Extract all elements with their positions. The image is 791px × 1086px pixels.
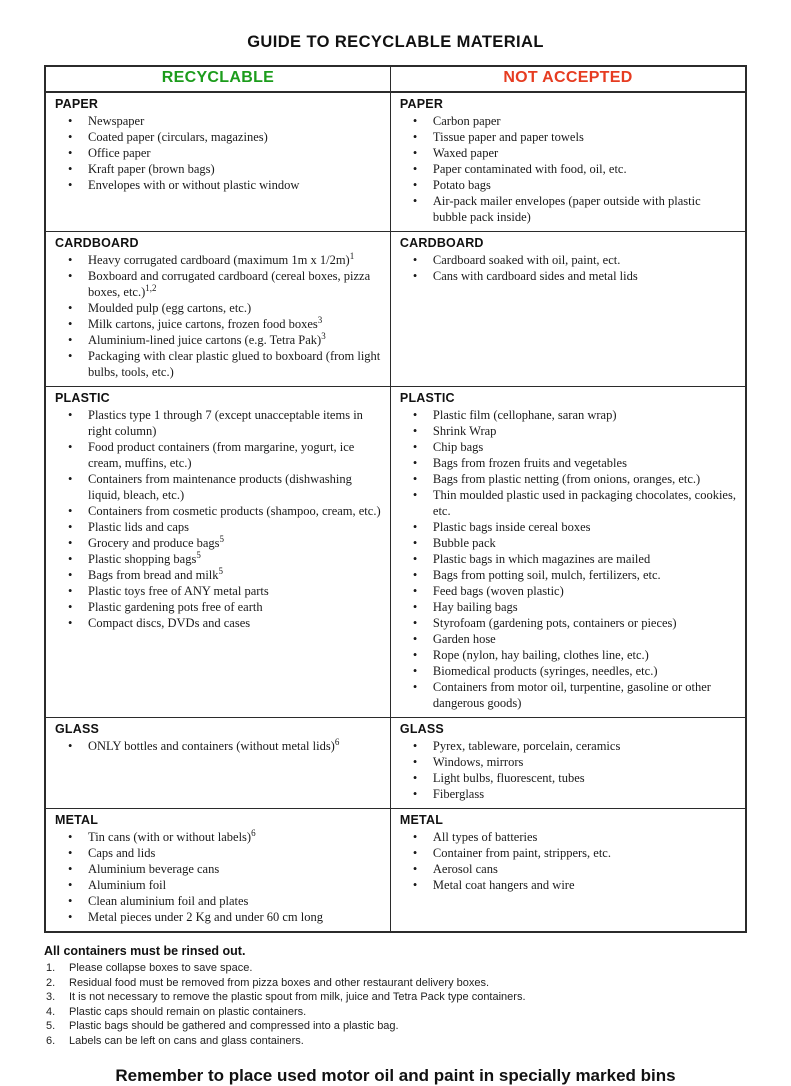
- list-item: • Plastic lids and caps: [55, 519, 382, 535]
- list-item: • Aluminium-lined juice cartons (e.g. Tetra Pak)$^3$: [55, 332, 382, 348]
- list-item: • Containers from maintenance products (dishwashing liquid, bleach, etc.): [55, 471, 382, 503]
- column-header-not-accepted: NOT ACCEPTED: [390, 67, 745, 91]
- list-item: • Moulded pulp (egg cartons, etc.): [55, 300, 382, 316]
- list-item: • Office paper: [55, 145, 382, 161]
- category-label: PAPER: [55, 97, 99, 111]
- list-item: • Plastic bags inside cereal boxes: [400, 519, 737, 535]
- list-item: • Plastic film (cellophane, saran wrap): [400, 407, 737, 423]
- list-item: • Hay bailing bags: [400, 599, 737, 615]
- list-item: • Plastic bags in which magazines are mailed: [400, 551, 737, 567]
- item-list: [400, 113, 737, 225]
- cell-cardboard-recyclable: [46, 232, 390, 386]
- list-item: Plastic bags should be gathered and compressed into a plastic bag.: [69, 1020, 399, 1033]
- list-item: • Packaging with clear plastic glued to boxboard (from light bulbs, tools, etc.): [55, 348, 382, 380]
- category-label: CARDBOARD: [55, 236, 139, 250]
- list-item: Labels can be left on cans and glass containers.: [69, 1034, 304, 1047]
- list-item: • Coated paper (circulars, magazines): [55, 129, 382, 145]
- list-item: • Carbon paper: [400, 113, 737, 129]
- list-item: • Bags from frozen fruits and vegetables: [400, 455, 737, 471]
- list-item: • Aluminium beverage cans: [55, 861, 382, 877]
- list-item: • Styrofoam (gardening pots, containers or pieces): [400, 615, 737, 631]
- item-list: [400, 738, 737, 802]
- cell-cardboard-not-accepted: [390, 232, 745, 386]
- item-list: [55, 113, 382, 193]
- page-title: GUIDE TO RECYCLABLE MATERIAL: [247, 33, 544, 51]
- table-row-glass: [46, 718, 745, 809]
- list-item: Residual food must be removed from pizza boxes and other restaurant delivery boxes.: [69, 976, 490, 989]
- item-list: [55, 829, 382, 925]
- table-header-row: [46, 67, 745, 93]
- list-item: • Cans with cardboard sides and metal lids: [400, 268, 737, 284]
- list-item: • Grocery and produce bags$^5$: [55, 535, 382, 551]
- list-item: • Thin moulded plastic used in packaging chocolates, cookies, etc.: [400, 487, 737, 519]
- category-label: METAL: [399, 813, 444, 827]
- footer-reminder: Remember to place used motor oil and paint in specially marked bins: [115, 1065, 676, 1085]
- list-item: • Garden hose: [400, 631, 737, 647]
- list-item: • Plastic shopping bags$^5$: [55, 551, 382, 567]
- list-item: • Light bulbs, fluorescent, tubes: [400, 770, 737, 786]
- item-list: [400, 829, 737, 893]
- footnote-reference: 6: [334, 736, 340, 747]
- cell-plastic-recyclable: [46, 387, 390, 717]
- list-item: • Food product containers (from margarine, yogurt, ice cream, muffins, etc.): [55, 439, 382, 471]
- list-item: • Waxed paper: [400, 145, 737, 161]
- item-list: [55, 252, 382, 380]
- footnote-reference: 3: [317, 314, 323, 325]
- list-item: Plastic caps should remain on plastic containers.: [69, 1005, 307, 1018]
- list-item: • Container from paint, strippers, etc.: [400, 845, 737, 861]
- footnote-reference: 1: [349, 250, 355, 261]
- list-item: • Heavy corrugated cardboard (maximum 1m x 1/2m)$^1$: [55, 252, 382, 268]
- list-item: • Biomedical products (syringes, needles, etc.): [400, 663, 737, 679]
- list-item: • Aluminium foil: [55, 877, 382, 893]
- list-item: • Plastic toys free of ANY metal parts: [55, 583, 382, 599]
- list-item: • Aerosol cans: [400, 861, 737, 877]
- item-list: [400, 407, 737, 711]
- list-item: • Paper contaminated with food, oil, etc.: [400, 161, 737, 177]
- category-label: PLASTIC: [399, 391, 455, 405]
- item-list: [55, 407, 382, 631]
- recycling-table: [44, 65, 747, 933]
- list-item: • Boxboard and corrugated cardboard (cereal boxes, pizza boxes, etc.)$^{1,2}$: [55, 268, 382, 300]
- list-item: • Cardboard soaked with oil, paint, ect.: [400, 252, 737, 268]
- list-item: • Metal coat hangers and wire: [400, 877, 737, 893]
- list-item: • Fiberglass: [400, 786, 737, 802]
- list-item: • Bubble pack: [400, 535, 737, 551]
- table-row-paper: [46, 93, 745, 232]
- list-item: • Rope (nylon, hay bailing, clothes line, etc.): [400, 647, 737, 663]
- footnote-reference: 3: [321, 330, 326, 341]
- footnote-reference: 5: [219, 533, 225, 544]
- list-item: • Shrink Wrap: [400, 423, 737, 439]
- category-label: GLASS: [399, 722, 444, 736]
- table-row-plastic: [46, 387, 745, 718]
- list-item: It is not necessary to remove the plastic spout from milk, juice and Tetra Pack type containers.: [69, 991, 526, 1004]
- list-item: • Envelopes with or without plastic window: [55, 177, 382, 193]
- table-row-metal: [46, 809, 745, 931]
- list-item: • All types of batteries: [400, 829, 737, 845]
- list-item: • Newspaper: [55, 113, 382, 129]
- cell-metal-recyclable: [46, 809, 390, 931]
- item-list: [55, 738, 382, 754]
- footnotes-list: [44, 961, 747, 1049]
- footnote-reference: 5: [196, 549, 201, 560]
- list-item: Please collapse boxes to save space.: [69, 962, 253, 974]
- list-item: • Potato bags: [400, 177, 737, 193]
- category-label: PLASTIC: [55, 391, 110, 405]
- list-item: • Chip bags: [400, 439, 737, 455]
- list-item: • Clean aluminium foil and plates: [55, 893, 382, 909]
- list-item: • Caps and lids: [55, 845, 382, 861]
- list-item: • Compact discs, DVDs and cases: [55, 615, 382, 631]
- list-item: • Plastics type 1 through 7 (except unacceptable items in right column): [55, 407, 382, 439]
- footnote-reference: 5: [218, 565, 224, 576]
- list-item: • Bags from potting soil, mulch, fertilizers, etc.: [400, 567, 737, 583]
- list-item: • Bags from bread and milk$^5$: [55, 567, 382, 583]
- category-label: GLASS: [55, 722, 100, 736]
- cell-paper-not-accepted: [390, 93, 745, 231]
- category-label: CARDBOARD: [399, 236, 484, 250]
- footnote-reference: 1,2: [145, 282, 157, 293]
- list-item: • Pyrex, tableware, porcelain, ceramics: [400, 738, 737, 754]
- list-item: • ONLY bottles and containers (without metal lids)$^6$: [55, 738, 382, 754]
- list-item: • Tin cans (with or without labels)$^6$: [55, 829, 382, 845]
- cell-metal-not-accepted: [390, 809, 745, 931]
- list-item: • Containers from motor oil, turpentine, gasoline or other dangerous goods): [400, 679, 737, 711]
- table-row-cardboard: [46, 232, 745, 387]
- list-item: • Milk cartons, juice cartons, frozen food boxes$^3$: [55, 316, 382, 332]
- list-item: • Containers from cosmetic products (shampoo, cream, etc.): [55, 503, 382, 519]
- list-item: • Tissue paper and paper towels: [400, 129, 737, 145]
- column-header-recyclable: RECYCLABLE: [46, 67, 390, 91]
- footnotes-section: [44, 944, 747, 1049]
- cell-paper-recyclable: [46, 93, 390, 231]
- list-item: • Air-pack mailer envelopes (paper outside with plastic bubble pack inside): [400, 193, 737, 225]
- item-list: [400, 252, 737, 284]
- category-label: PAPER: [399, 97, 444, 111]
- footnote-reference: 6: [251, 827, 256, 838]
- cell-glass-not-accepted: [390, 718, 745, 808]
- list-item: • Bags from plastic netting (from onions, oranges, etc.): [400, 471, 737, 487]
- list-item: • Metal pieces under 2 Kg and under 60 cm long: [55, 909, 382, 925]
- category-label: METAL: [55, 813, 99, 827]
- list-item: • Windows, mirrors: [400, 754, 737, 770]
- cell-plastic-not-accepted: [390, 387, 745, 717]
- list-item: • Feed bags (woven plastic): [400, 583, 737, 599]
- footnotes-heading: All containers must be rinsed out.: [44, 944, 246, 958]
- list-item: • Plastic gardening pots free of earth: [55, 599, 382, 615]
- list-item: • Kraft paper (brown bags): [55, 161, 382, 177]
- cell-glass-recyclable: [46, 718, 390, 808]
